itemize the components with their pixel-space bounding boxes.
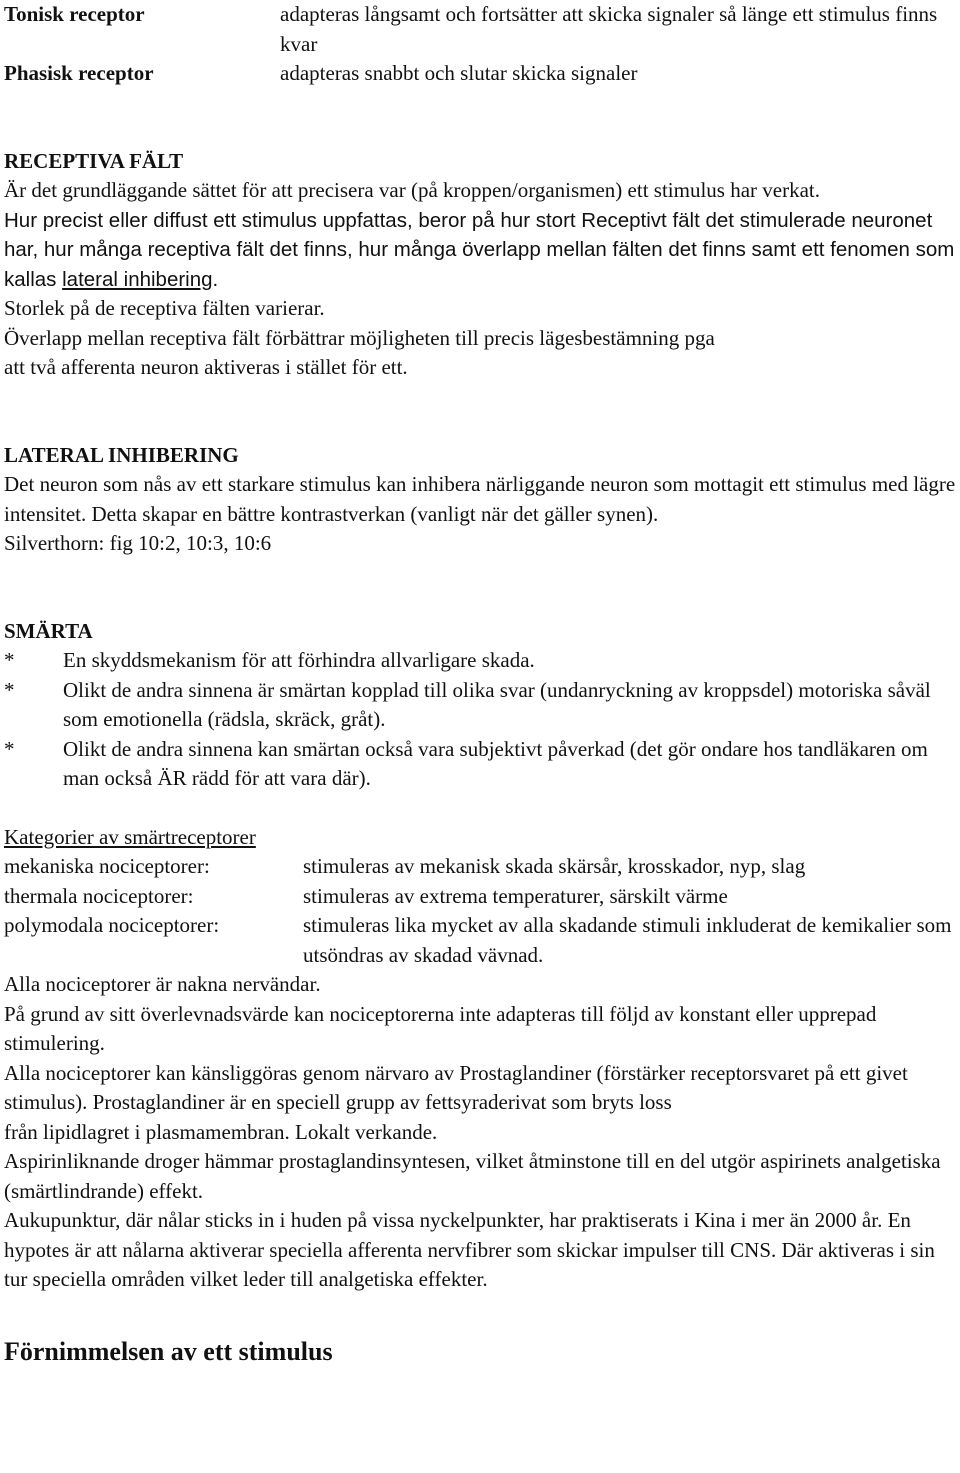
section-heading: RECEPTIVA FÄLT [4,148,184,173]
definition-term: Tonisk receptor [4,2,145,26]
paragraph: Är det grundläggande sättet för att precisera var (på kroppen/organismen) ett stimulus har verkat. [4,178,820,202]
section-kategorier [4,823,956,1295]
bullet-mark: * [4,736,15,761]
list-item [4,676,956,735]
list-item-text: Olikt de andra sinnena är smärtan kopplad till olika svar (undanryckning av kroppsdel) motoriska såväl som emotionella (rädsla, skräck, gråt). [63,677,931,731]
category-term: mekaniska nociceptorer: [4,854,210,878]
list-item [4,735,956,794]
category-term: polymodala nociceptorer: [4,913,220,937]
section-heading: SMÄRTA [4,618,93,643]
category-row [4,852,956,882]
paragraph: På grund av sitt överlevnadsvärde kan nociceptorerna inte adapteras till följd av konstant eller upprepad stimulering. [4,1001,877,1055]
section-lateral-inhibering [4,441,956,559]
paragraph: Det neuron som nås av ett starkare stimulus kan inhibera närliggande neuron som mottagit ett stimulus med lägre intensitet. Detta skapar en bättre kontrastverkan (vanligt när det gäller synen). [4,472,956,526]
paragraph-text: . [212,267,219,291]
paragraph: Alla nociceptorer kan känsliggöras genom närvaro av Prostaglandiner (förstärker receptorsvaret på ett givet stimulus). Prostaglandiner är en speciell grupp av fettsyraderivat som bryts loss [4,1060,908,1114]
definition-row [4,59,956,89]
category-term: thermala nociceptorer: [4,883,194,908]
receptor-definitions [4,0,956,89]
paragraph [4,206,956,295]
paragraph: Storlek på de receptiva fälten varierar. [4,296,325,320]
section-receptiva-falt [4,147,956,383]
bullet-mark: * [4,648,15,672]
category-row [4,911,956,970]
section-heading: Kategorier av smärtreceptorer [4,824,256,849]
paragraph: Aukupunktur, där nålar sticks in i huden på vissa nyckelpunkter, har praktiserats i Kina i mer än 2000 år. En hypotes är att nålarna aktiverar speciella afferenta nervfibrer som skickar impulser till CNS. Där aktiveras i sin tur speciella områden vilket leder till analgetiska effekter. [4,1208,935,1291]
section-heading: LATERAL INHIBERING [4,442,239,467]
list-item-text: Olikt de andra sinnena kan smärtan också vara subjektivt påverkad (det gör ondare hos tandläkaren om man också ÄR rädd för att vara där). [63,736,928,790]
paragraph: att två afferenta neuron aktiveras i stället för ett. [4,355,408,379]
section-smarta [4,617,956,794]
category-description: stimuleras av mekanisk skada skärsår, krosskador, nyp, slag [303,854,806,878]
category-description: stimuleras av extrema temperaturer, särskilt värme [303,883,728,908]
list-item [4,646,956,676]
category-description: stimuleras lika mycket av alla skadande stimuli inkluderat de kemikalier som utsöndras av skadad vävnad. [303,913,952,967]
reference-text: Silverthorn: fig 10:2, 10:3, 10:6 [4,531,272,555]
paragraph: Alla nociceptorer är nakna nervändar. [4,972,321,996]
paragraph-text: Hur precist eller diffust ett stimulus uppfattas, beror på hur stort Receptivt fält det stimulerade neuronet har, hur många receptiva fält det finns, hur många överlapp mellan fälten det finns samt ett fenomen som kallas [4,208,955,291]
lateral-inhibering-link[interactable]: lateral inhibering [62,267,213,291]
definition-row [4,0,956,59]
category-row [4,882,956,912]
definition-description: adapteras långsamt och fortsätter att skicka signaler så länge ett stimulus finns kvar [280,2,938,56]
paragraph: Överlapp mellan receptiva fält förbättrar möjligheten till precis lägesbestämning pga [4,325,715,350]
bullet-mark: * [4,677,15,702]
paragraph: Aspirinliknande droger hämmar prostaglandinsyntesen, vilket åtminstone till en del utgör aspirinets analgetiska (smärtlindrande) effekt. [4,1149,941,1203]
final-heading: Förnimmelsen av ett stimulus [4,1336,333,1366]
definition-term: Phasisk receptor [4,61,154,85]
definition-description: adapteras snabbt och slutar skicka signaler [280,61,638,85]
paragraph: från lipidlagret i plasmamembran. Lokalt verkande. [4,1119,438,1144]
list-item-text: En skyddsmekanism för att förhindra allvarligare skada. [63,648,535,672]
